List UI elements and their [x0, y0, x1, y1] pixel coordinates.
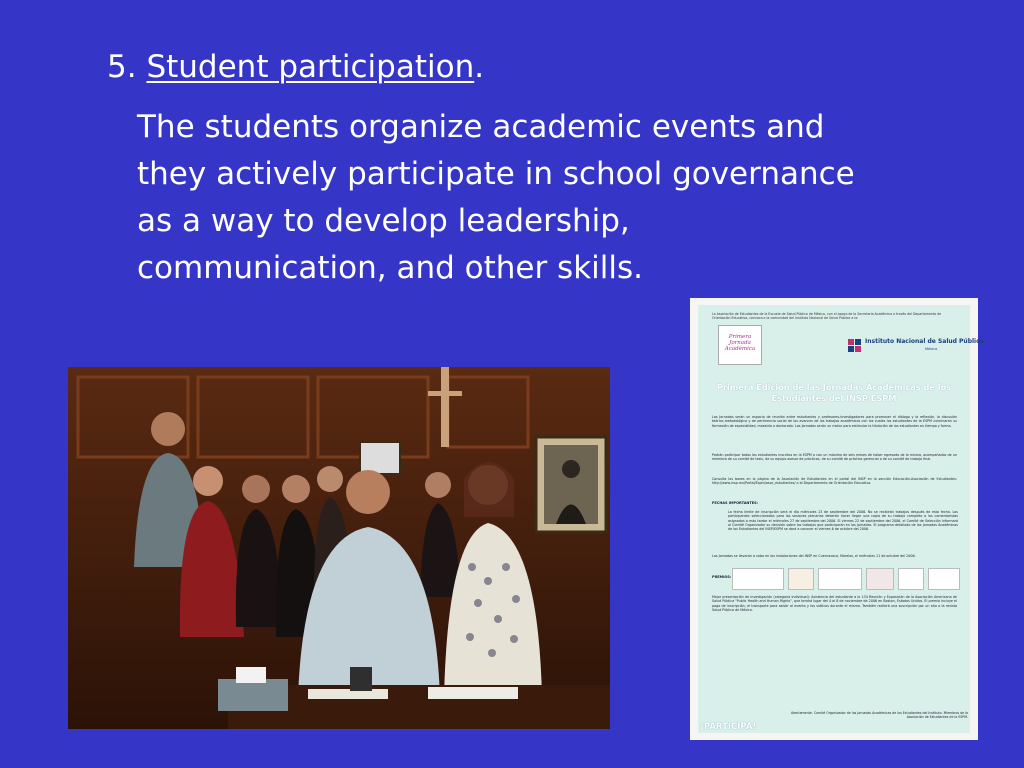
poster-dates-text: La fecha límite de inscripción será el día miércoles 13 de septiembre del 2006. No se recibirán trabajos después de esta fecha. Los participantes seleccionados para las sesiones plenarias deberán hacer llegar una copia de su trabajo completo a los comentaristas asignados a más tardar el miércoles 27 de septiembre del 2006. El viernes 22 de septiembre del 2006, el Comité de Selección informará al Comité Organizador su decisión sobre los trabajos que participarán en las Jornadas. El programa detallado de las Jornadas Académicas de los Estudiantes del INSP/ESPM se dará a conocer el viernes 6 de octubre del 2006.	[728, 510, 958, 532]
sponsor-logo	[866, 568, 894, 590]
heading-title: Student participation	[146, 49, 475, 85]
poster-paragraph-2: Podrán participar todos los estudiantes inscritos en la ESPM o con un máximo de seis meses de haber egresado de la misma, acompañados de un miembro de su comité de tesis, de su equipo asesor de prácticas, de su comité de práctica gerencial o de su comité de trabajo final.	[712, 453, 957, 462]
institute-country: México	[925, 347, 938, 351]
poster-sponsor-logos	[732, 568, 960, 590]
sponsor-logo	[818, 568, 862, 590]
sponsor-logo	[898, 568, 924, 590]
institute-name: Instituto Nacional de Salud Pública	[865, 338, 984, 345]
sponsor-logo	[732, 568, 784, 590]
slide-body-text: The students organize academic events and they actively participate in school governance as a way to develop leadership, communication, and other skills.	[137, 109, 855, 286]
poster-participate-callout: ¡PARTICIPA!	[700, 722, 757, 732]
poster-footer: Atentamente. Comité Organizador de las Jornadas Académicas de los Estudiantes del Instituto. Miembros de la Asociación de Estudiantes de la ESPM.	[790, 711, 968, 719]
event-poster	[690, 298, 984, 740]
poster-dates-label: FECHAS IMPORTANTES:	[712, 501, 759, 505]
poster-institute-logo	[848, 335, 984, 361]
group-photo	[68, 367, 610, 729]
poster-event-logo: Primera Jornada Académica	[718, 325, 762, 365]
poster-content	[698, 305, 984, 733]
sponsor-logo	[788, 568, 814, 590]
poster-paragraph-1: Las Jornadas serán un espacio de reunión entre estudiantes y profesores-investigadores para promover el diálogo y la reflexión, la discusión teórico-metodológica y de pertinencia social de los avances de los trabajos académicos con los cuales los estudiantes de la ESPM culminarán su formación de especialidad, maestría o doctorado. Las Jornadas serán un motor para estimular la titulación de los estudiantes en tiempo y forma.	[712, 415, 957, 428]
poster-prizes-text: Mejor presentación de investigación (categoría individual): Asistencia del estudiante a la 134 Reunión y Exposición de la Asociación Americana de Salud Pública "Public Health and Human Rights", que tendrá lugar del 4 al 8 de noviembre de 2006 en Boston, Estados Unidos. El premio incluye el pago de inscripción, el transporte para asistir al evento y los viáticos durante el mismo. También recibirá una suscripción por un año a la revista Salud Pública de México.	[712, 595, 957, 612]
poster-prizes-label: PREMIOS:	[712, 575, 732, 579]
poster-venue-text: Las Jornadas se llevarán a cabo en las instalaciones del INSP en Cuernavaca, Morelos, el miércoles 11 de octubre del 2006.	[712, 554, 916, 558]
sponsor-logo	[928, 568, 960, 590]
heading-number: 5.	[107, 49, 137, 85]
heading-period: .	[474, 49, 485, 85]
slide-heading	[107, 46, 484, 88]
poster-title: Primera Edición de las Jornadas Académicas de los Estudiantes del INSP/ESPM	[716, 382, 952, 403]
poster-intro: La Asociación de Estudiantes de la Escuela de Salud Pública de México, con el apoyo de la Secretaría Académica a través del Departamento de Orientación Educativa, convoca a la comunidad del Instituto Nacional de Salud Pública a la:	[712, 312, 942, 321]
institute-logo-icon	[848, 339, 861, 352]
poster-paragraph-3: Consulta las bases en la página de la Asociación de Estudiantes en el portal del INSP en la sección Educación-Asociación de Estudiantes: http://www.insp.mx/Portal/Espm/asoc_estudiantes/ o al Departamento de Orientación Educativa.	[712, 477, 957, 486]
